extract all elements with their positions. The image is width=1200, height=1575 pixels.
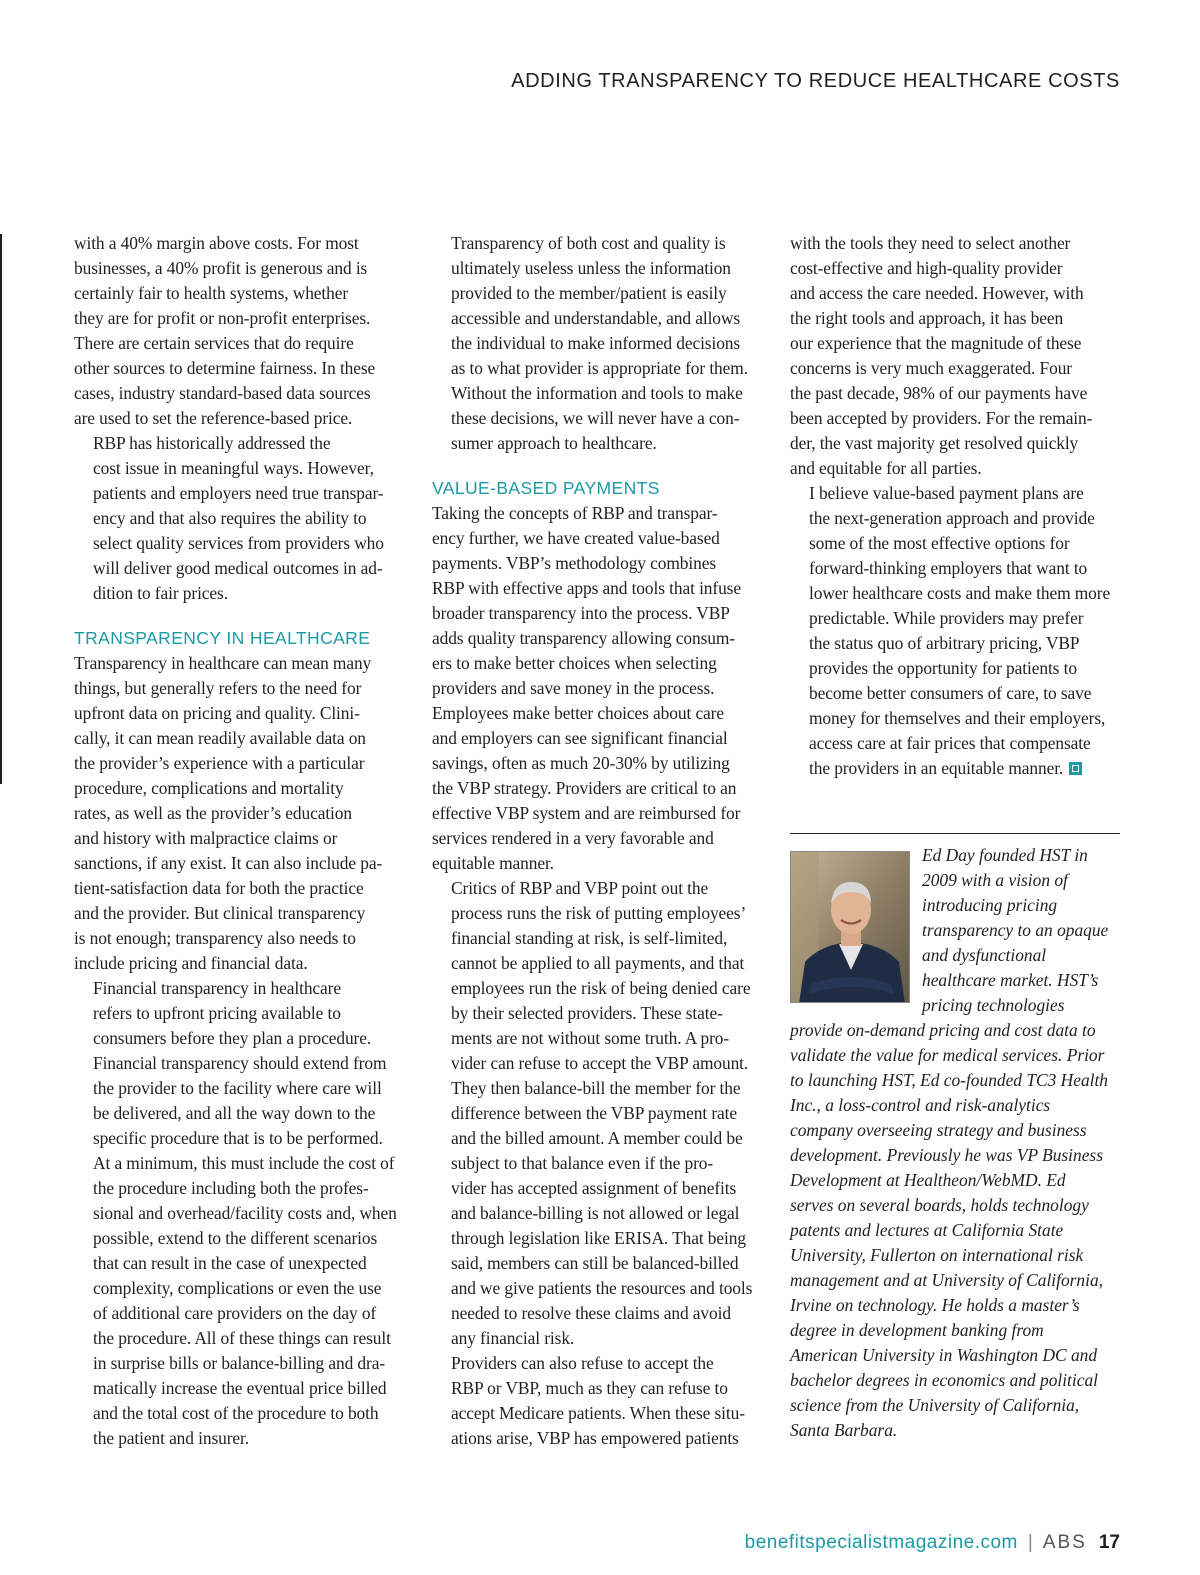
text-line: healthcare market. HST’s — [922, 970, 1099, 990]
text-line: our experience that the magnitude of these — [790, 333, 1082, 353]
text-line: RBP has historically addressed the — [93, 433, 331, 453]
text-line: and the billed amount. A member could be — [451, 1128, 743, 1148]
col2-paragraph-1 — [432, 231, 762, 456]
footer-website: benefitspecialistmagazine.com — [744, 1532, 1018, 1553]
text-line: provide on-demand pricing and cost data to — [790, 1020, 1096, 1040]
text-line: Transparency in healthcare can mean many — [74, 653, 372, 673]
text-line: the procedure including both the profes- — [93, 1178, 369, 1198]
bio-divider — [790, 833, 1120, 834]
text-line: degree in development banking from — [790, 1320, 1044, 1340]
text-line: by their selected providers. These state- — [451, 1003, 723, 1023]
text-line: and dysfunctional — [922, 945, 1047, 965]
col3-paragraph-1 — [790, 231, 1120, 481]
text-line: to launching HST, Ed co-founded TC3 Health — [790, 1070, 1108, 1090]
text-line: payments. VBP’s methodology combines — [432, 553, 716, 573]
text-line: and we give patients the resources and tools — [451, 1278, 753, 1298]
text-line: needed to resolve these claims and avoid — [451, 1303, 731, 1323]
col1-paragraph-1 — [74, 231, 406, 431]
text-line: the status quo of arbitrary pricing, VBP — [809, 633, 1080, 653]
text-line: transparency to an opaque — [922, 920, 1109, 940]
bio-inset-lines — [790, 843, 1122, 1018]
text-line: said, members can still be balanced-billed — [451, 1253, 739, 1273]
text-line: difference between the VBP payment rate — [451, 1103, 737, 1123]
text-line: cases, industry standard-based data sources — [74, 383, 371, 403]
column-1 — [74, 231, 406, 1451]
text-line: in surprise bills or balance-billing and dra- — [93, 1353, 386, 1373]
margin-rule — [0, 234, 2, 784]
column-3 — [790, 231, 1120, 781]
text-line: ers to make better choices when selecting — [432, 653, 717, 673]
text-line: patents and lectures at California State — [790, 1220, 1064, 1240]
text-line: patients and employers need true transpar- — [93, 483, 384, 503]
heading-value-based-payments: VALUE-BASED PAYMENTS — [432, 478, 660, 498]
text-line: predictable. While providers may prefer — [809, 608, 1084, 628]
text-line: concerns is very much exaggerated. Four — [790, 358, 1072, 378]
text-line: ments are not without some truth. A pro- — [451, 1028, 730, 1048]
text-line: and balance-billing is not allowed or legal — [451, 1203, 740, 1223]
text-line: tient-satisfaction data for both the practice — [74, 878, 364, 898]
text-line: and employers can see significant financial — [432, 728, 728, 748]
text-line: with a 40% margin above costs. For most — [74, 233, 359, 253]
text-line: RBP or VBP, much as they can refuse to — [451, 1378, 728, 1398]
text-line: and equitable for all parties. — [790, 458, 982, 478]
text-line: things, but generally refers to the need for — [74, 678, 362, 698]
text-line: complexity, complications or even the use — [93, 1278, 382, 1298]
text-line: Transparency of both cost and quality is — [451, 233, 726, 253]
text-line: bachelor degrees in economics and political — [790, 1370, 1098, 1390]
text-line: effective VBP system and are reimbursed for — [432, 803, 741, 823]
heading-transparency: TRANSPARENCY IN HEALTHCARE — [74, 628, 371, 648]
text-line: and the total cost of the procedure to both — [93, 1403, 379, 1423]
footer-magazine: ABS — [1042, 1532, 1087, 1553]
text-line: Development at Healtheon/WebMD. Ed — [790, 1170, 1066, 1190]
text-line: the right tools and approach, it has been — [790, 308, 1064, 328]
text-line: include pricing and financial data. — [74, 953, 308, 973]
text-line: and access the care needed. However, with — [790, 283, 1084, 303]
text-line: ations arise, VBP has empowered patients — [451, 1428, 739, 1448]
text-line: forward-thinking employers that want to — [809, 558, 1088, 578]
text-line: adds quality transparency allowing consum- — [432, 628, 735, 648]
text-line: accept Medicare patients. When these situ- — [451, 1403, 745, 1423]
text-line: Taking the concepts of RBP and transpar- — [432, 503, 718, 523]
text-line: Santa Barbara. — [790, 1420, 898, 1440]
text-line: that can result in the case of unexpected — [93, 1253, 367, 1273]
col2-paragraph-4 — [432, 1351, 762, 1451]
text-line: consumers before they plan a procedure. — [93, 1028, 372, 1048]
text-line: and history with malpractice claims or — [74, 828, 338, 848]
col1-paragraph-2 — [74, 431, 406, 606]
text-line: process runs the risk of putting employees’ — [451, 903, 747, 923]
text-line: sional and overhead/facility costs and, when — [93, 1203, 397, 1223]
text-line: any financial risk. — [451, 1328, 575, 1348]
text-line: Ed Day founded HST in — [922, 845, 1088, 865]
text-line: the patient and insurer. — [93, 1428, 250, 1448]
text-line: lower healthcare costs and make them more — [809, 583, 1111, 603]
text-line: ultimately useless unless the information — [451, 258, 731, 278]
text-line: become better consumers of care, to save — [809, 683, 1092, 703]
text-line: der, the vast majority get resolved quickly — [790, 433, 1079, 453]
text-line: money for themselves and their employers, — [809, 708, 1106, 728]
text-line: I believe value-based payment plans are — [809, 483, 1084, 503]
text-line: other sources to determine fairness. In these — [74, 358, 376, 378]
text-line: pricing technologies — [922, 995, 1065, 1015]
text-line: will deliver good medical outcomes in ad- — [93, 558, 383, 578]
text-line: 2009 with a vision of — [922, 870, 1068, 890]
text-line: with the tools they need to select another — [790, 233, 1071, 253]
page-number: 17 — [1098, 1532, 1120, 1553]
text-line: cost issue in meaningful ways. However, — [93, 458, 374, 478]
text-line: savings, often as much 20-30% by utilizing — [432, 753, 730, 773]
text-line: rates, as well as the provider’s education — [74, 803, 352, 823]
text-line: cost-effective and high-quality provider — [790, 258, 1063, 278]
text-line: Inc., a loss-control and risk-analytics — [790, 1095, 1051, 1115]
text-line: provides the opportunity for patients to — [809, 658, 1077, 678]
text-line: Irvine on technology. He holds a master’s — [790, 1295, 1080, 1315]
end-of-article-icon — [1069, 762, 1082, 775]
text-line: validate the value for medical services. Prior — [790, 1045, 1105, 1065]
text-line: ency further, we have created value-based — [432, 528, 720, 548]
text-line: the individual to make informed decisions — [451, 333, 741, 353]
text-line: They then balance-bill the member for the — [451, 1078, 741, 1098]
col2-paragraph-3 — [432, 876, 762, 1351]
text-line: specific procedure that is to be performed. — [93, 1128, 383, 1148]
text-line: the provider’s experience with a particular — [74, 753, 365, 773]
text-line: introducing pricing — [922, 895, 1058, 915]
text-line: subject to that balance even if the pro- — [451, 1153, 714, 1173]
text-line: accessible and understandable, and allows — [451, 308, 741, 328]
text-line: cally, it can mean readily available data on — [74, 728, 366, 748]
col1-paragraph-4 — [74, 976, 406, 1451]
text-line: is not enough; transparency also needs to — [74, 928, 356, 948]
text-line: Financial transparency in healthcare — [93, 978, 341, 998]
text-line: At a minimum, this must include the cost of — [93, 1153, 395, 1173]
text-line: serves on several boards, holds technology — [790, 1195, 1089, 1215]
text-line: provided to the member/patient is easily — [451, 283, 727, 303]
bio-full-lines — [790, 1018, 1122, 1443]
running-head: ADDING TRANSPARENCY TO REDUCE HEALTHCARE COSTS — [511, 70, 1120, 92]
text-line: American University in Washington DC and — [790, 1345, 1098, 1365]
text-line: management and at University of California, — [790, 1270, 1104, 1290]
text-line: select quality services from providers who — [93, 533, 384, 553]
text-line: Critics of RBP and VBP point out the — [451, 878, 709, 898]
col1-paragraph-3 — [74, 651, 406, 976]
text-line: certainly fair to health systems, whether — [74, 283, 349, 303]
text-line: the provider to the facility where care will — [93, 1078, 382, 1098]
col3-paragraph-2 — [790, 481, 1120, 781]
text-line: ency and that also requires the ability to — [93, 508, 367, 528]
text-line: businesses, a 40% profit is generous and is — [74, 258, 368, 278]
text-line: through legislation like ERISA. That being — [451, 1228, 746, 1248]
text-line: matically increase the eventual price billed — [93, 1378, 387, 1398]
text-line: of additional care providers on the day of — [93, 1303, 377, 1323]
text-line: University, Fullerton on international risk — [790, 1245, 1084, 1265]
author-bio — [790, 843, 1122, 1443]
text-line: financial standing at risk, is self-limited, — [451, 928, 728, 948]
text-line: equitable manner. — [432, 853, 554, 873]
text-line: been accepted by providers. For the remain- — [790, 408, 1093, 428]
text-line: the procedure. All of these things can result — [93, 1328, 391, 1348]
text-line: employees run the risk of being denied care — [451, 978, 751, 998]
footer-separator: | — [1027, 1532, 1033, 1553]
text-line: they are for profit or non-profit enterprises. — [74, 308, 371, 328]
text-line: some of the most effective options for — [809, 533, 1070, 553]
text-line: as to what provider is appropriate for them. — [451, 358, 748, 378]
text-line: possible, extend to the different scenarios — [93, 1228, 378, 1248]
text-line: Without the information and tools to make — [451, 383, 743, 403]
text-line: sanctions, if any exist. It can also include pa- — [74, 853, 383, 873]
text-line: are used to set the reference-based price. — [74, 408, 353, 428]
text-line: Providers can also refuse to accept the — [451, 1353, 714, 1373]
text-line: upfront data on pricing and quality. Clini- — [74, 703, 360, 723]
text-line: and the provider. But clinical transparency — [74, 903, 366, 923]
text-line: broader transparency into the process. VBP — [432, 603, 730, 623]
text-line: the providers in an equitable manner. — [790, 756, 1120, 781]
col2-paragraph-2 — [432, 501, 762, 876]
text-line: the past decade, 98% of our payments have — [790, 383, 1088, 403]
page-footer — [745, 1532, 1120, 1554]
text-line: dition to fair prices. — [93, 583, 228, 603]
text-line: services rendered in a very favorable and — [432, 828, 714, 848]
text-line: There are certain services that do require — [74, 333, 354, 353]
text-line: development. Previously he was VP Business — [790, 1145, 1103, 1165]
text-line: be delivered, and all the way down to the — [93, 1103, 376, 1123]
text-line: the next-generation approach and provide — [809, 508, 1095, 528]
text-line: science from the University of California, — [790, 1395, 1080, 1415]
text-line: providers and save money in the process. — [432, 678, 715, 698]
text-line: cannot be applied to all payments, and that — [451, 953, 745, 973]
text-line: procedure, complications and mortality — [74, 778, 344, 798]
text-line: access care at fair prices that compensate — [809, 733, 1091, 753]
text-line: RBP with effective apps and tools that infuse — [432, 578, 741, 598]
text-line: vider can refuse to accept the VBP amount. — [451, 1053, 749, 1073]
text-line: these decisions, we will never have a con- — [451, 408, 740, 428]
text-line: vider has accepted assignment of benefits — [451, 1178, 737, 1198]
text-line: refers to upfront pricing available to — [93, 1003, 341, 1023]
text-line: sumer approach to healthcare. — [451, 433, 657, 453]
text-line: company overseeing strategy and business — [790, 1120, 1087, 1140]
column-2 — [432, 231, 762, 1451]
text-line: Financial transparency should extend from — [93, 1053, 387, 1073]
text-line: Employees make better choices about care — [432, 703, 724, 723]
text-line: the VBP strategy. Providers are critical to an — [432, 778, 737, 798]
